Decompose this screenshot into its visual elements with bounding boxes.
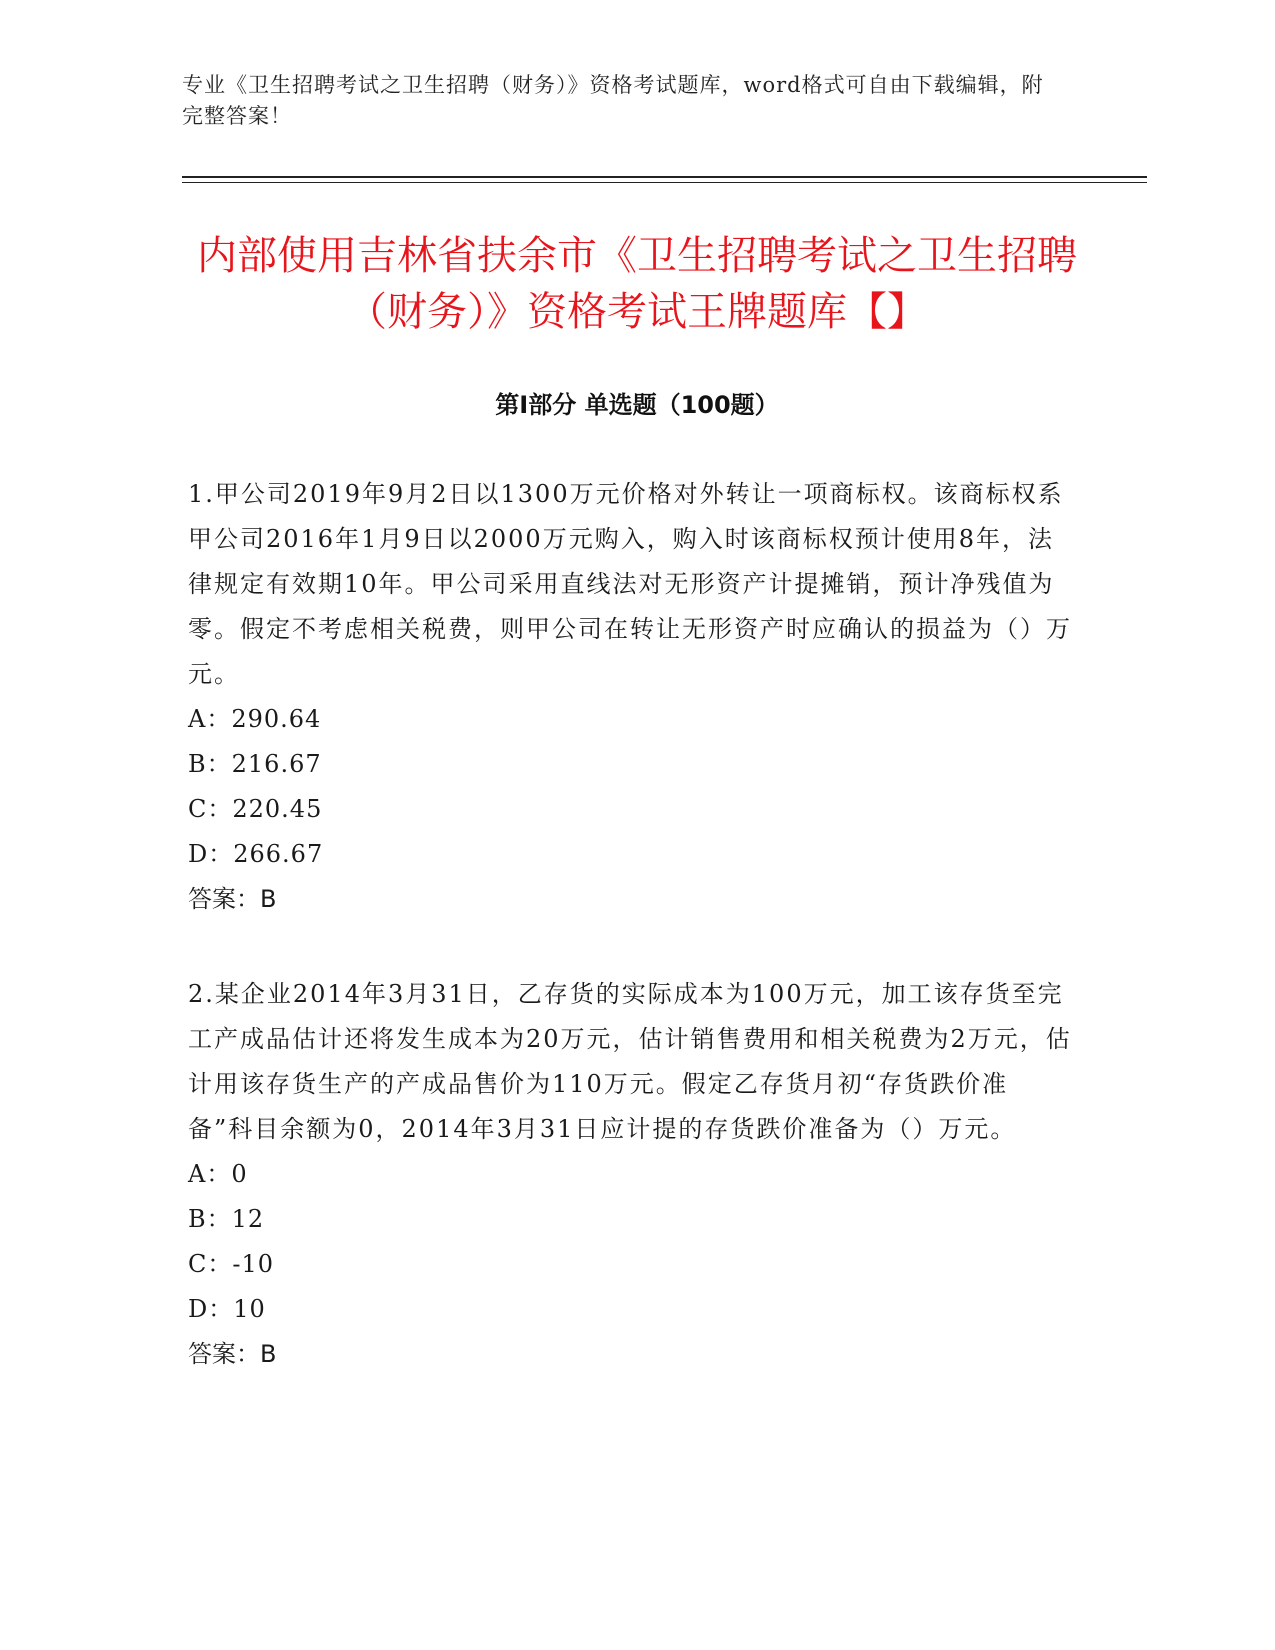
- question-1: [188, 472, 1073, 922]
- option-a: A：290.64: [188, 705, 322, 733]
- document-title: 内部使用吉林省扶余市《卫生招聘考试之卫生招聘（财务）》资格考试王牌题库【】: [197, 233, 1077, 335]
- option-d: D：266.67: [188, 840, 324, 868]
- option-b: B：12: [188, 1205, 265, 1233]
- option-c: C：220.45: [188, 795, 323, 823]
- option-c: C：-10: [188, 1250, 275, 1278]
- question-2: [188, 972, 1073, 1377]
- option-a: A：0: [188, 1160, 248, 1188]
- answer-line: 答案：B: [188, 885, 277, 913]
- header-divider-thick: [182, 176, 1147, 178]
- question-stem: 2.某企业2014年3月31日，乙存货的实际成本为100万元，加工该存货至完工产成品估计还将发生成本为20万元，估计销售费用和相关税费为2万元，估计用该存货生产的产成品售价为110万元。假定乙存货月初“存货跌价准备”科目余额为0，2014年3月31日应计提的存货跌价准备为（）万元。: [188, 980, 1072, 1143]
- option-d: D：10: [188, 1295, 266, 1323]
- option-b: B：216.67: [188, 750, 322, 778]
- section-heading: 第I部分 单选题（100题）: [495, 391, 779, 419]
- header-note: 专业《卫生招聘考试之卫生招聘（财务）》资格考试题库，word格式可自由下载编辑，附完整答案！: [182, 73, 1044, 128]
- header-divider-thin: [182, 182, 1147, 183]
- question-stem: 1.甲公司2019年9月2日以1300万元价格对外转让一项商标权。该商标权系甲公司2016年1月9日以2000万元购入，购入时该商标权预计使用8年，法律规定有效期10年。甲公司采用直线法对无形资产计提摊销，预计净残值为零。假定不考虑相关税费，则甲公司在转让无形资产时应确认的损益为（）万元。: [188, 480, 1072, 688]
- answer-line: 答案：B: [188, 1340, 277, 1368]
